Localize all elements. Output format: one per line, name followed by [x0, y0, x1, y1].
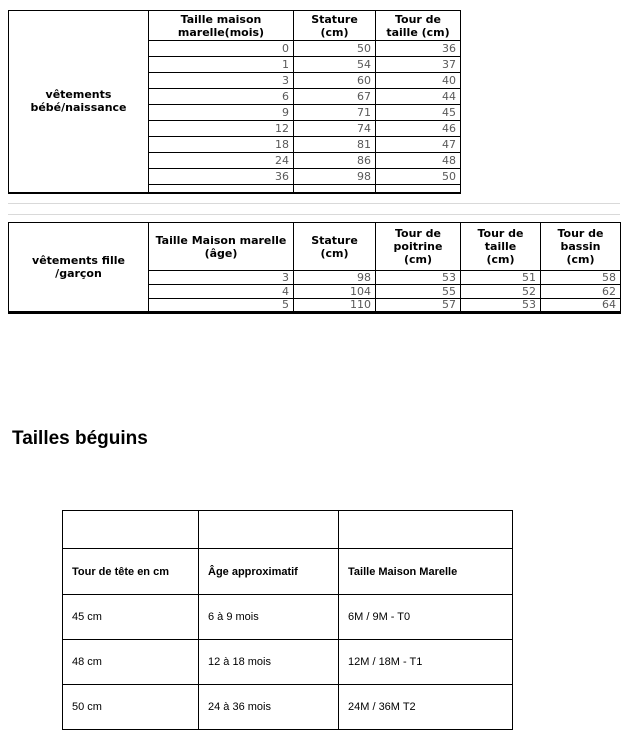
table-cell: 1: [149, 57, 294, 73]
column-header-taille: Taille maison marelle(mois): [149, 11, 294, 41]
empty-cell: [339, 511, 513, 549]
column-header-stature: Stature (cm): [294, 11, 376, 41]
table-cell: 6: [149, 89, 294, 105]
table-vetements-bebe: [8, 10, 461, 194]
table-cell: 81: [294, 137, 376, 153]
table-cell: 50: [376, 169, 461, 185]
header-row: [63, 549, 513, 595]
column-header-taille-age: Taille Maison marelle (âge): [149, 223, 294, 271]
section-heading: Tailles béguins: [12, 428, 148, 449]
table-cell: 98: [294, 169, 376, 185]
table-cell: 48 cm: [63, 640, 199, 685]
column-header-tour-poitrine: Tour de poitrine (cm): [376, 223, 461, 271]
table-cell: 46: [376, 121, 461, 137]
table-cell: 110: [294, 299, 376, 313]
table-cell: 55: [376, 285, 461, 299]
empty-cell: [294, 185, 376, 193]
table-cell: 3: [149, 271, 294, 285]
table-cell: 40: [376, 73, 461, 89]
row-group-label-fille-garcon: [9, 223, 149, 313]
table-cell: 4: [149, 285, 294, 299]
table-cell: 6 à 9 mois: [199, 595, 339, 640]
table-cell: 24 à 36 mois: [199, 685, 339, 730]
table-cell: 53: [461, 299, 541, 313]
empty-cell: [376, 185, 461, 193]
column-header-age: Âge approximatif: [199, 549, 339, 595]
table-cell: 3: [149, 73, 294, 89]
table-cell: 9: [149, 105, 294, 121]
table-cell: 52: [461, 285, 541, 299]
table-cell: 12: [149, 121, 294, 137]
table-cell: 36: [376, 41, 461, 57]
gridline: [8, 203, 620, 204]
table-cell: 57: [376, 299, 461, 313]
column-header-tour-bassin: Tour de bassin (cm): [541, 223, 621, 271]
table-cell: 48: [376, 153, 461, 169]
table-cell: 51: [461, 271, 541, 285]
column-header-tour-taille: Tour de taille (cm): [376, 11, 461, 41]
table-cell: 50 cm: [63, 685, 199, 730]
table-cell: 60: [294, 73, 376, 89]
table-cell: 47: [376, 137, 461, 153]
table-cell: 12 à 18 mois: [199, 640, 339, 685]
table-cell: 104: [294, 285, 376, 299]
table-cell: 45 cm: [63, 595, 199, 640]
table-beguins: [62, 510, 513, 730]
empty-cell: [199, 511, 339, 549]
table-cell: 58: [541, 271, 621, 285]
table-cell: 54: [294, 57, 376, 73]
header-row: [9, 11, 461, 41]
table-cell: 64: [541, 299, 621, 313]
table-cell: 53: [376, 271, 461, 285]
table-cell: 12M / 18M - T1: [339, 640, 513, 685]
table-cell: 86: [294, 153, 376, 169]
table-cell: 6M / 9M - T0: [339, 595, 513, 640]
table-cell: 98: [294, 271, 376, 285]
row-group-label-bebe: [9, 11, 149, 193]
column-header-tour-taille: Tour de taille (cm): [461, 223, 541, 271]
column-header-tour-de-tete: Tour de tête en cm: [63, 549, 199, 595]
table-cell: 45: [376, 105, 461, 121]
table-cell: 67: [294, 89, 376, 105]
header-row: [9, 223, 621, 271]
table-cell: 0: [149, 41, 294, 57]
table-cell: 36: [149, 169, 294, 185]
table-cell: 50: [294, 41, 376, 57]
row-group-label-line: vêtements fille: [32, 254, 125, 267]
table-row: [63, 640, 513, 685]
row-group-label-line: bébé/naissance: [30, 101, 127, 115]
row-group-label-line: vêtements: [45, 88, 112, 102]
table-cell: 24: [149, 153, 294, 169]
table-cell: 18: [149, 137, 294, 153]
table-cell: 62: [541, 285, 621, 299]
empty-row: [63, 511, 513, 549]
column-header-stature: Stature (cm): [294, 223, 376, 271]
table-cell: 5: [149, 299, 294, 313]
table-cell: 44: [376, 89, 461, 105]
table-cell: 71: [294, 105, 376, 121]
row-group-label-line: /garçon: [55, 267, 102, 280]
column-header-taille-maison-marelle: Taille Maison Marelle: [339, 549, 513, 595]
gridline: [8, 214, 620, 215]
table-row: [63, 595, 513, 640]
table-cell: 37: [376, 57, 461, 73]
table-cell: 74: [294, 121, 376, 137]
empty-cell: [149, 185, 294, 193]
table-row: [63, 685, 513, 730]
table-vetements-fille-garcon: [8, 222, 621, 314]
table-cell: 24M / 36M T2: [339, 685, 513, 730]
empty-cell: [63, 511, 199, 549]
